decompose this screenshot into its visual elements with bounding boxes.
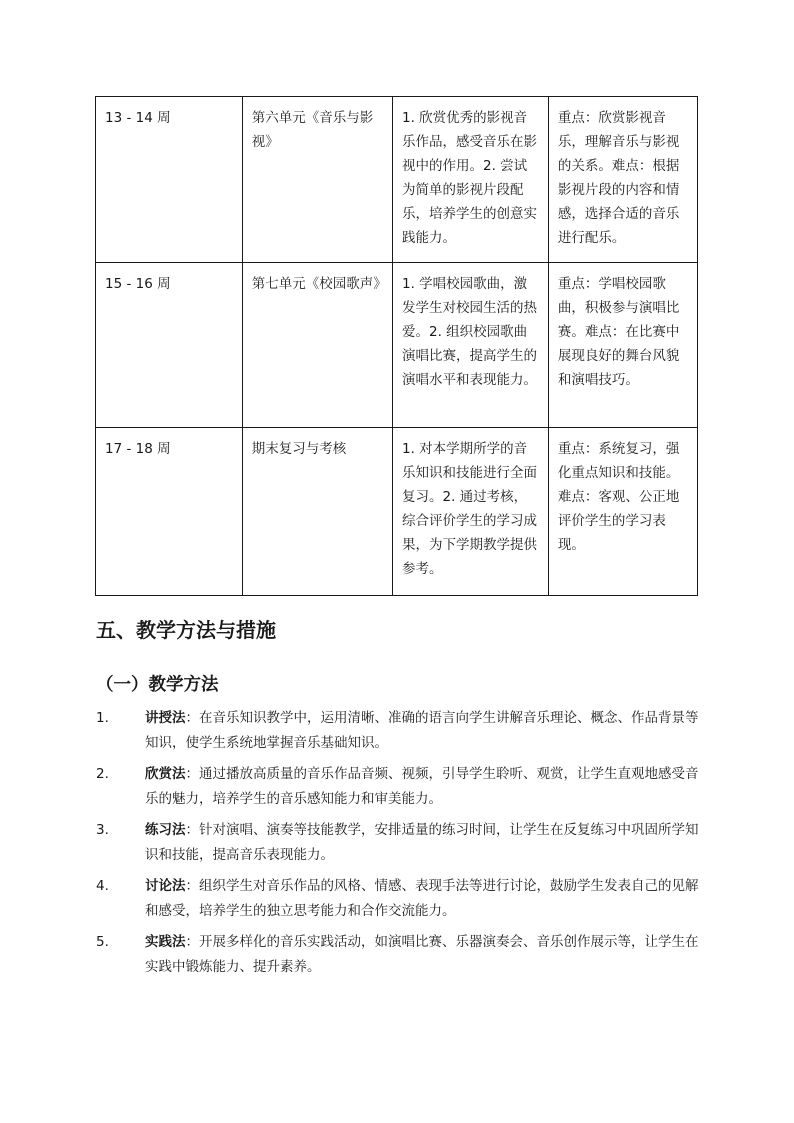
- method-name: 讨论法: [145, 878, 186, 894]
- content-cell: 1. 学唱校园歌曲，激发学生对校园生活的热爱。2. 组织校园歌曲演唱比赛，提高学生的演唱水平和表现能力。: [393, 263, 549, 428]
- key-points-cell: 重点：欣赏影视音乐，理解音乐与影视的关系。难点：根据影视片段的内容和情感，选择合适的音乐进行配乐。: [548, 97, 697, 263]
- week-cell: 15 - 16 周: [96, 263, 243, 428]
- unit-cell: 第七单元《校园歌声》: [242, 263, 392, 428]
- table-row: [96, 263, 698, 428]
- table-row: [96, 97, 698, 263]
- unit-cell: 期末复习与考核: [242, 428, 392, 596]
- list-item: [96, 762, 700, 812]
- method-description: ：在音乐知识教学中，运用清晰、准确的语言向学生讲解音乐理论、概念、作品背景等知识，使学生系统地掌握音乐基础知识。: [145, 710, 699, 751]
- method-name: 欣赏法: [145, 766, 186, 782]
- week-cell: 17 - 18 周: [96, 428, 243, 596]
- week-cell: 13 - 14 周: [96, 97, 243, 263]
- section-heading: 五、教学方法与措施: [96, 618, 276, 642]
- method-name: 讲授法: [145, 710, 186, 726]
- list-item: [96, 706, 700, 756]
- list-number: 5.: [96, 934, 109, 950]
- method-description: ：开展多样化的音乐实践活动，如演唱比赛、乐器演奏会、音乐创作展示等，让学生在实践中锻炼能力、提升素养。: [145, 934, 699, 975]
- list-number: 3.: [96, 822, 109, 838]
- list-number: 4.: [96, 878, 109, 894]
- table-row: [96, 428, 698, 596]
- content-cell: 1. 欣赏优秀的影视音乐作品，感受音乐在影视中的作用。2. 尝试为简单的影视片段配乐，培养学生的创意实践能力。: [393, 97, 549, 263]
- method-description: ：针对演唱、演奏等技能教学，安排适量的练习时间，让学生在反复练习中巩固所学知识和技能，提高音乐表现能力。: [145, 822, 699, 863]
- method-description: ：组织学生对音乐作品的风格、情感、表现手法等进行讨论，鼓励学生发表自己的见解和感受，培养学生的独立思考能力和合作交流能力。: [145, 878, 699, 919]
- content-cell: 1. 对本学期所学的音乐知识和技能进行全面复习。2. 通过考核，综合评价学生的学习成果，为下学期教学提供参考。: [393, 428, 549, 596]
- unit-cell: 第六单元《音乐与影视》: [242, 97, 392, 263]
- list-item: [96, 874, 700, 924]
- key-points-cell: 重点：系统复习，强化重点知识和技能。难点：客观、公正地评价学生的学习表现。: [548, 428, 697, 596]
- list-item: [96, 818, 700, 868]
- list-number: 2.: [96, 766, 109, 782]
- teaching-schedule-table: [95, 96, 698, 596]
- method-description: ：通过播放高质量的音乐作品音频、视频，引导学生聆听、观赏，让学生直观地感受音乐的魅力，培养学生的音乐感知能力和审美能力。: [145, 766, 699, 807]
- key-points-cell: 重点：学唱校园歌曲，积极参与演唱比赛。难点：在比赛中展现良好的舞台风貌和演唱技巧。: [548, 263, 697, 428]
- list-item: [96, 930, 700, 980]
- list-number: 1.: [96, 710, 109, 726]
- teaching-methods-list: [96, 706, 700, 986]
- method-name: 练习法: [145, 822, 186, 838]
- subsection-heading: （一）教学方法: [96, 675, 219, 695]
- method-name: 实践法: [145, 934, 186, 950]
